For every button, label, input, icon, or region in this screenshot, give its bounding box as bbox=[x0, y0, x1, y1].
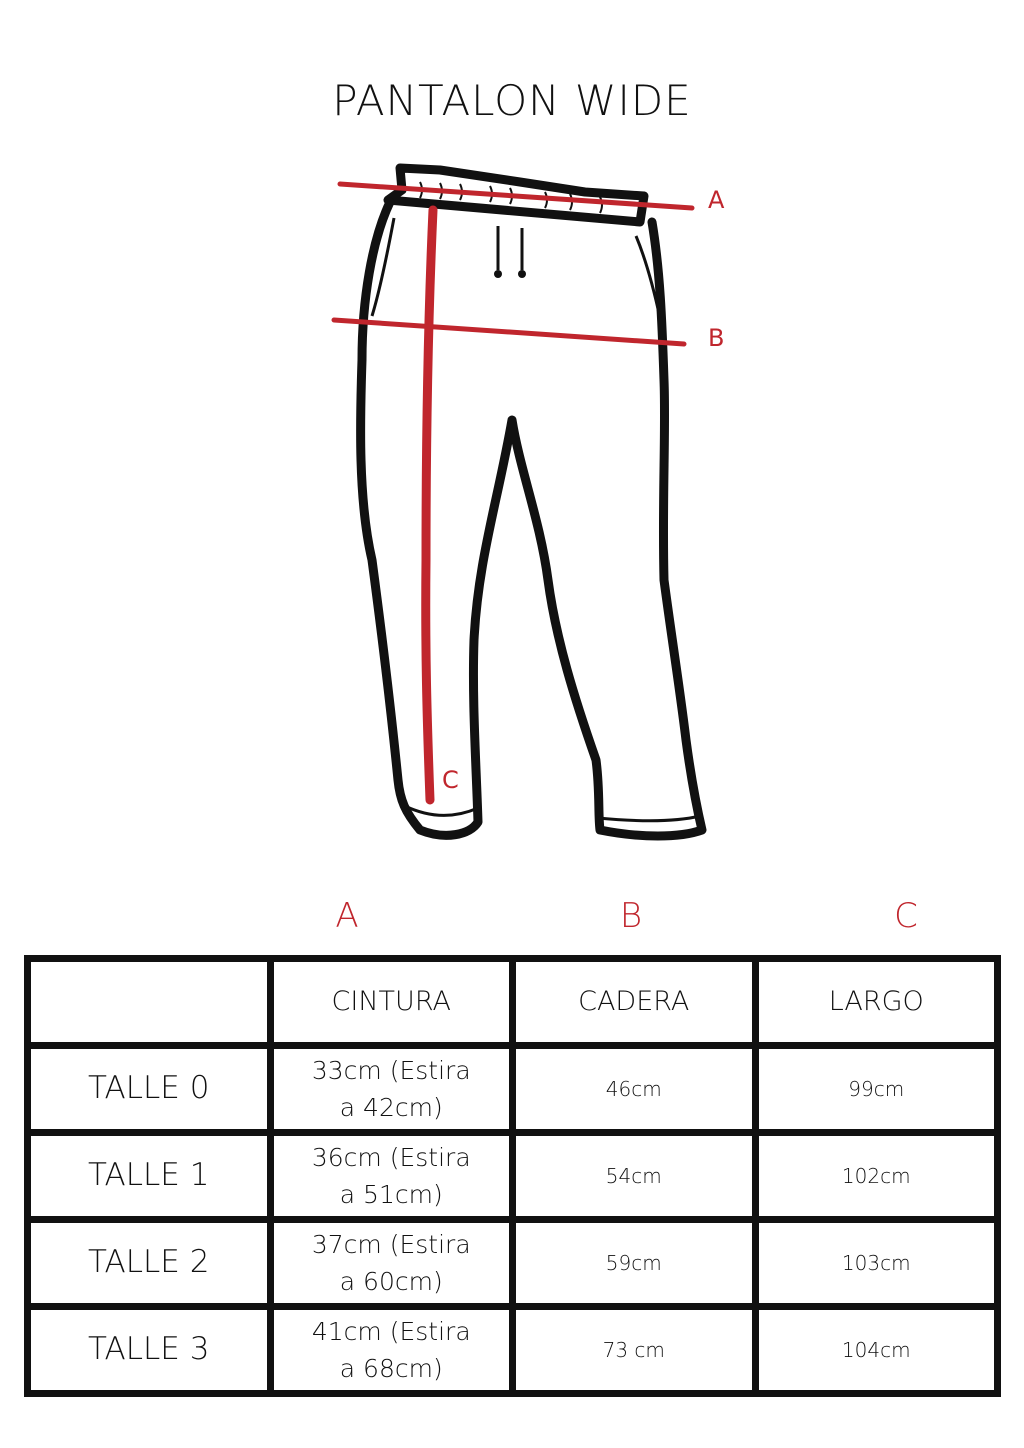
header-cintura: CINTURA bbox=[270, 959, 513, 1046]
cadera-cell: 54cm bbox=[513, 1133, 756, 1220]
cintura-cell bbox=[270, 1307, 513, 1394]
column-letter-b: B bbox=[619, 896, 643, 936]
cintura-value: 36cm (Estira a 51cm) bbox=[311, 1142, 471, 1209]
cintura-cell bbox=[270, 1220, 513, 1307]
cintura-value: 41cm (Estira a 68cm) bbox=[311, 1316, 471, 1383]
talle-cell: TALLE 0 bbox=[28, 1046, 271, 1133]
cadera-cell: 46cm bbox=[513, 1046, 756, 1133]
label-b: B bbox=[708, 324, 725, 352]
talle-cell: TALLE 2 bbox=[28, 1220, 271, 1307]
cintura-cell bbox=[270, 1133, 513, 1220]
header-cadera: CADERA bbox=[513, 959, 756, 1046]
talle-cell: TALLE 3 bbox=[28, 1307, 271, 1394]
column-letter-a: A bbox=[335, 896, 359, 936]
label-a: A bbox=[708, 186, 725, 214]
largo-cell: 99cm bbox=[755, 1046, 998, 1133]
header-empty bbox=[28, 959, 271, 1046]
table-row bbox=[28, 1220, 998, 1307]
cintura-value: 37cm (Estira a 60cm) bbox=[311, 1229, 471, 1296]
trousers-diagram bbox=[0, 140, 1024, 860]
label-c: C bbox=[442, 766, 459, 794]
largo-cell: 102cm bbox=[755, 1133, 998, 1220]
trousers-measurement-icon bbox=[0, 140, 1024, 860]
table-header-row bbox=[28, 959, 998, 1046]
largo-cell: 104cm bbox=[755, 1307, 998, 1394]
cintura-value: 33cm (Estira a 42cm) bbox=[311, 1055, 471, 1122]
header-largo: LARGO bbox=[755, 959, 998, 1046]
size-table bbox=[24, 955, 1001, 1397]
cadera-cell: 59cm bbox=[513, 1220, 756, 1307]
table-row bbox=[28, 1307, 998, 1394]
largo-cell: 103cm bbox=[755, 1220, 998, 1307]
table-row bbox=[28, 1046, 998, 1133]
page-title: PANTALON WIDE bbox=[332, 76, 692, 125]
column-letter-c: C bbox=[894, 896, 918, 936]
table-row bbox=[28, 1133, 998, 1220]
talle-cell: TALLE 1 bbox=[28, 1133, 271, 1220]
cintura-cell bbox=[270, 1046, 513, 1133]
cadera-cell: 73 cm bbox=[513, 1307, 756, 1394]
